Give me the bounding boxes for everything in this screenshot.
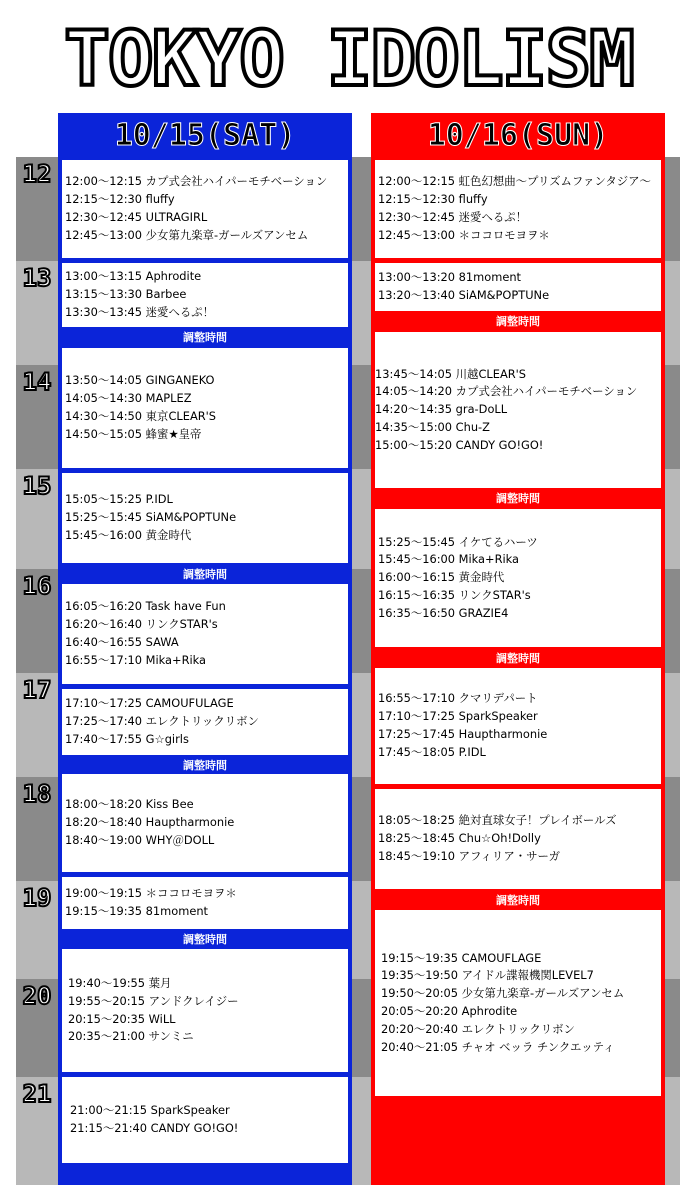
schedule-entry: 13:20〜13:40 SiAM&POPTUNe [378, 288, 550, 302]
adjustment-time-label: 調整時間 [183, 331, 227, 344]
schedule-entry: 13:00〜13:20 81moment [378, 270, 522, 285]
schedule-entry: 19:15〜19:35 81moment [65, 904, 209, 918]
schedule-entry: 20:15〜20:35 WiLL [68, 1011, 176, 1026]
schedule-entry: 17:10〜17:25 SparkSpeaker [378, 709, 538, 724]
schedule-entry: 20:35〜21:00 サンミニ [68, 1029, 194, 1044]
schedule-entry: 14:35〜15:00 Chu-Z [375, 419, 490, 434]
schedule-block [62, 877, 348, 929]
schedule-entry: 19:50〜20:05 少女第九楽章-ガールズアンセム [381, 986, 625, 1001]
adjustment-time-label: 調整時間 [496, 315, 540, 328]
adjustment-time-label: 調整時間 [183, 568, 227, 581]
schedule-block [62, 949, 348, 1072]
schedule-entry: 15:25〜15:45 SiAM&POPTUNe [65, 510, 237, 525]
schedule-entry: 21:15〜21:40 CANDY GO!GO! [70, 1121, 239, 1135]
schedule-entry: 16:55〜17:10 Mika+Rika [65, 652, 207, 667]
schedule-entry: 17:25〜17:40 エレクトリックリボン [65, 714, 259, 729]
schedule-entry: 19:55〜20:15 アンドクレイジー [68, 993, 239, 1008]
schedule-entry: 14:05〜14:30 MAPLEZ [65, 391, 192, 406]
hour-label: 18 [22, 780, 52, 808]
schedule-entry: 19:00〜19:15 ＊ココロモヨヲ＊ [65, 886, 237, 901]
day-header: 10/16(SUN) [427, 117, 609, 153]
schedule-entry: 18:25〜18:45 Chu☆Oh!Dolly [378, 831, 541, 846]
schedule-block [375, 789, 661, 889]
day-header: 10/15(SAT) [114, 117, 296, 153]
adjustment-time-label: 調整時間 [183, 759, 227, 772]
schedule-entry: 16:00〜16:15 黄金時代 [378, 570, 505, 585]
schedule-entry: 18:00〜18:20 Kiss Bee [65, 797, 194, 812]
schedule-entry: 18:05〜18:25 絶対直球女子！プレイボールズ [378, 813, 617, 828]
schedule-entry: 17:10〜17:25 CAMOUFULAGE [65, 696, 234, 711]
schedule-entry: 14:30〜14:50 東京CLEAR'S [65, 409, 217, 423]
schedule-entry: 12:30〜12:45 迷愛へるぷ！ [378, 210, 528, 224]
hour-label: 12 [22, 160, 52, 188]
schedule-block [375, 910, 661, 1096]
schedule-block [375, 668, 661, 784]
schedule-entry: 19:40〜19:55 葉月 [68, 975, 172, 990]
schedule-entry: 15:00〜15:20 CANDY GO!GO! [375, 437, 544, 452]
adjustment-time-label: 調整時間 [183, 933, 227, 946]
schedule-entry: 15:45〜16:00 Mika+Rika [378, 552, 520, 567]
schedule-entry: 20:20〜20:40 エレクトリックリボン [381, 1021, 575, 1036]
hour-label: 14 [22, 368, 52, 396]
schedule-entry: 19:15〜19:35 CAMOUFLAGE [381, 950, 542, 965]
schedule-entry: 13:15〜13:30 Barbee [65, 287, 187, 302]
schedule-entry: 12:00〜12:15 カプ式会社ハイパーモチベーション [65, 174, 328, 189]
schedule-entry: 14:20〜14:35 gra-DoLL [375, 402, 508, 417]
schedule-entry: 20:40〜21:05 チャオ ベッラ チンクエッティ [381, 1039, 615, 1054]
schedule-entry: 16:05〜16:20 Task have Fun [65, 599, 226, 614]
schedule-entry: 12:15〜12:30 fluffy [65, 192, 175, 207]
day-column-sun [371, 113, 665, 1185]
schedule-entry: 20:05〜20:20 Aphrodite [381, 1004, 518, 1018]
schedule-block [375, 160, 661, 258]
schedule-entry: 12:00〜12:15 虹色幻想曲〜プリズムファンタジア〜 [378, 174, 651, 189]
event-title: TOKYO IDOLISM [64, 14, 633, 103]
schedule-entry: 17:25〜17:45 Hauptharmonie [378, 727, 548, 741]
schedule-entry: 19:35〜19:50 アイドル諜報機関LEVEL7 [381, 968, 594, 983]
schedule-entry: 14:50〜15:05 蜂蜜★皇帝 [65, 426, 202, 441]
schedule-entry: 13:00〜13:15 Aphrodite [65, 269, 202, 284]
hour-label: 16 [22, 572, 52, 600]
schedule-entry: 16:20〜16:40 リンクSTAR's [65, 617, 218, 632]
hour-label: 20 [22, 982, 52, 1010]
schedule-entry: 16:40〜16:55 SAWA [65, 635, 179, 649]
schedule-entry: 16:55〜17:10 クマリデパート [378, 691, 538, 706]
day-column-sat [58, 113, 352, 1185]
schedule-entry: 13:45〜14:05 川越CLEAR'S [375, 366, 527, 381]
schedule-entry: 18:45〜19:10 アフィリア・サーガ [378, 848, 561, 863]
schedule-block [375, 332, 661, 488]
schedule-entry: 13:50〜14:05 GINGANEKO [65, 373, 215, 388]
schedule-entry: 15:25〜15:45 イケてるハーツ [378, 534, 538, 549]
hour-label: 15 [22, 472, 52, 500]
schedule-entry: 12:45〜13:00 ＊ココロモヨヲ＊ [378, 227, 550, 242]
schedule-entry: 13:30〜13:45 迷愛へるぷ！ [65, 304, 215, 319]
schedule-block [62, 689, 348, 755]
schedule-entry: 16:35〜16:50 GRAZIE4 [378, 605, 509, 620]
schedule-entry: 15:45〜16:00 黄金時代 [65, 527, 192, 542]
adjustment-time-label: 調整時間 [496, 652, 540, 665]
schedule-entry: 16:15〜16:35 リンクSTAR's [378, 587, 531, 602]
schedule-entry: 12:45〜13:00 少女第九楽章-ガールズアンセム [65, 227, 309, 242]
hour-label: 21 [22, 1080, 52, 1108]
schedule-entry: 12:15〜12:30 fluffy [378, 192, 488, 207]
schedule-block [62, 348, 348, 468]
schedule-block [62, 774, 348, 872]
schedule-block [62, 473, 348, 563]
schedule-entry: 18:40〜19:00 WHY＠DOLL [65, 832, 215, 847]
schedule-block [375, 509, 661, 647]
schedule-entry: 15:05〜15:25 P.IDL [65, 492, 173, 507]
schedule-block [62, 584, 348, 684]
schedule-block [62, 263, 348, 327]
schedule-block [62, 1077, 348, 1163]
schedule-block [375, 263, 661, 311]
adjustment-time-label: 調整時間 [496, 492, 540, 505]
adjustment-time-label: 調整時間 [496, 894, 540, 907]
schedule-block [62, 160, 348, 258]
schedule-entry: 14:05〜14:20 カプ式会社ハイパーモチベーション [375, 384, 638, 399]
hour-label: 13 [22, 264, 52, 292]
schedule-entry: 18:20〜18:40 Hauptharmonie [65, 815, 235, 830]
schedule-entry: 17:40〜17:55 G☆girls [65, 731, 189, 746]
schedule-entry: 17:45〜18:05 P.IDL [378, 744, 486, 759]
hour-label: 17 [22, 676, 52, 704]
schedule-entry: 12:30〜12:45 ULTRAGIRL [65, 210, 208, 224]
schedule-entry: 21:00〜21:15 SparkSpeaker [70, 1103, 230, 1118]
hour-label: 19 [22, 884, 52, 912]
